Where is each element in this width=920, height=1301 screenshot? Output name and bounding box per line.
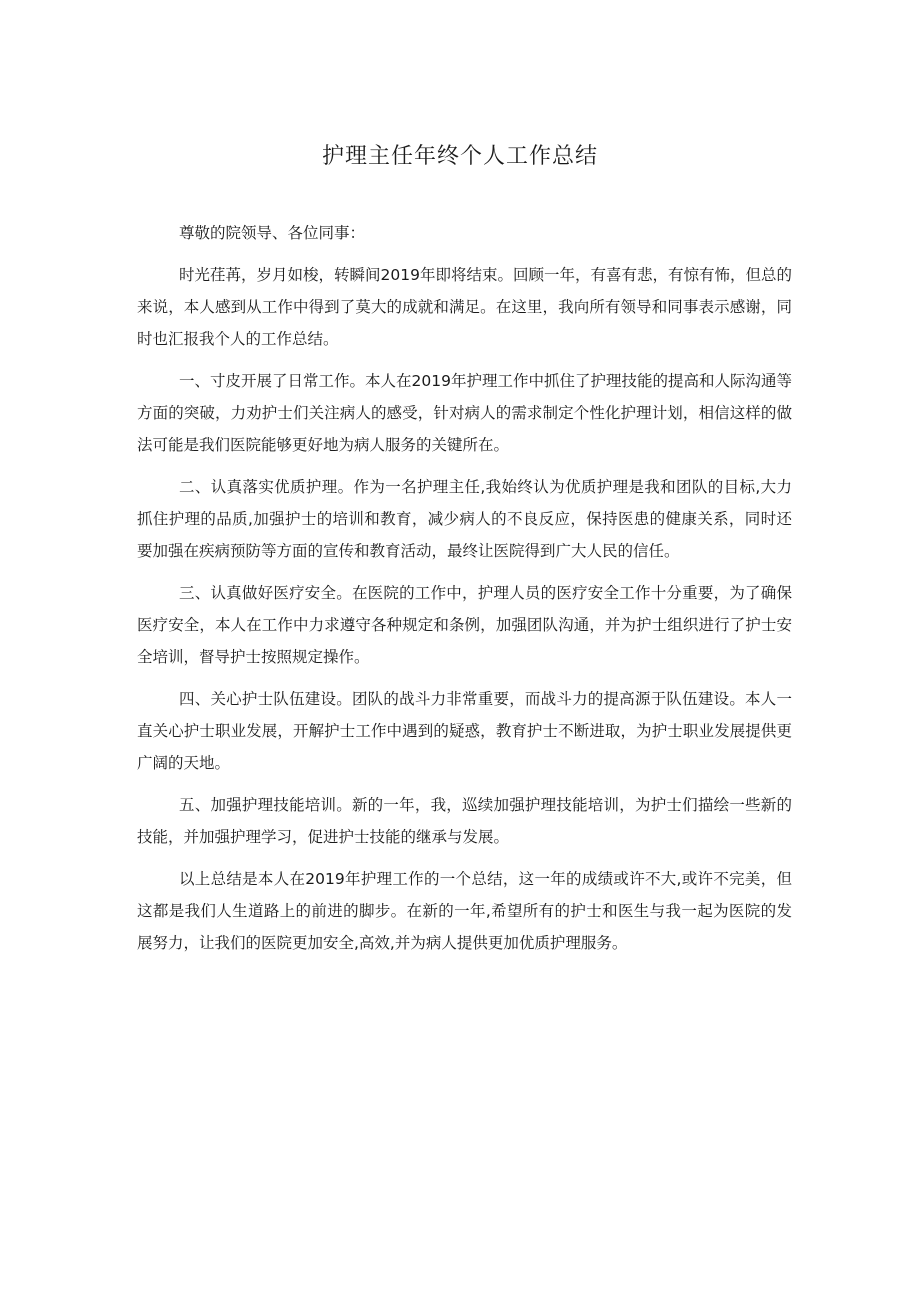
paragraph-quality-care: 二、认真落实优质护理。作为一名护理主任,我始终认为优质护理是我和团队的目标,大力抓住护理的品质,加强护士的培训和教育，减少病人的不良反应，保持医患的健康关系，同时还要加强在疾病预防等方面的宣传和教育活动，最终让医院得到广大人民的信任。 — [137, 478, 792, 560]
paragraph-conclusion: 以上总结是本人在2019年护理工作的一个总结，这一年的成绩或许不大,或许不完美，但这都是我们人生道路上的前进的脚步。在新的一年,希望所有的护士和医生与我一起为医院的发展努力，让我们的医院更加安全,高效,并为病人提供更加优质护理服务。 — [137, 870, 792, 952]
paragraph-intro: 时光荏苒，岁月如梭，转瞬间2019年即将结束。回顾一年，有喜有悲，有惊有怖，但总的来说，本人感到从工作中得到了莫大的成就和满足。在这里，我向所有领导和同事表示感谢，同时也汇报我个人的工作总结。 — [137, 266, 792, 348]
document-body — [137, 217, 792, 969]
paragraph-medical-safety: 三、认真做好医疗安全。在医院的工作中，护理人员的医疗安全工作十分重要，为了确保医疗安全，本人在工作中力求遵守各种规定和条例，加强团队沟通，并为护士组织进行了护士安全培训，督导护士按照规定操作。 — [137, 584, 792, 666]
paragraph-skills-training: 五、加强护理技能培训。新的一年，我，巡续加强护理技能培训，为护士们描绘一些新的技能，并加强护理学习，促进护士技能的继承与发展。 — [137, 796, 792, 846]
salutation: 尊敬的院领导、各位同事： — [179, 224, 366, 242]
paragraph-team-building: 四、关心护士队伍建设。团队的战斗力非常重要，而战斗力的提高源于队伍建设。本人一直关心护士职业发展，开解护士工作中遇到的疑惑，教育护士不断进取，为护士职业发展提供更广阔的天地。 — [137, 690, 792, 772]
paragraph-daily-work: 一、寸皮开展了日常工作。本人在2019年护理工作中抓住了护理技能的提高和人际沟通等方面的突破，力劝护士们关注病人的感受，针对病人的需求制定个性化护理计划，相信这样的做法可能是我们医院能够更好地为病人服务的关键所在。 — [137, 372, 792, 454]
document-title: 护理主任年终个人工作总结 — [321, 144, 598, 169]
